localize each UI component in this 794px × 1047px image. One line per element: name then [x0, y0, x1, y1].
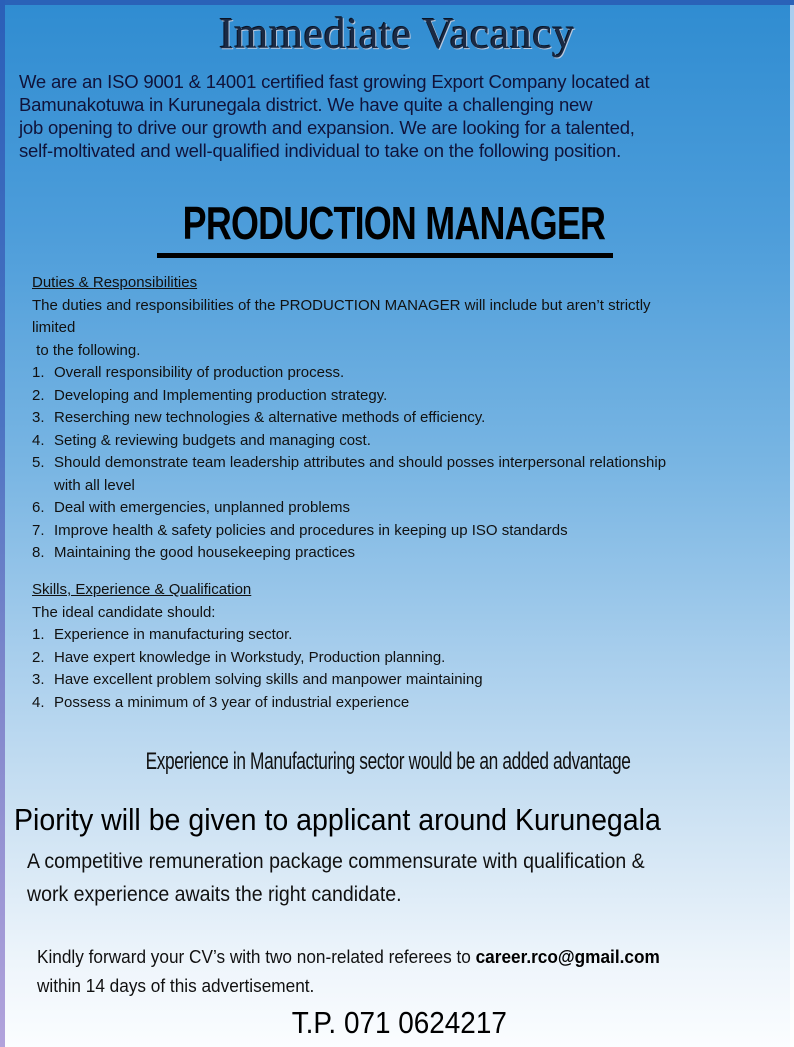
list-number: 8. [32, 544, 45, 561]
priority-note: Piority will be given to applicant around Kurunegala [14, 802, 661, 837]
duties-intro-line: to the following. [32, 341, 141, 359]
list-number: 3. [32, 671, 45, 688]
list-item [32, 385, 772, 408]
apply-line-2: within 14 days of this advertisement. [37, 975, 315, 996]
list-item [32, 520, 772, 543]
list-text: Have excellent problem solving skills and manpower maintaining [54, 671, 483, 688]
apply-line-1 [37, 942, 660, 971]
duties-heading: Duties & Responsibilities [32, 274, 198, 291]
intro-line: job opening to drive our growth and expansion. We are looking for a talented, [19, 117, 635, 138]
list-item [32, 542, 772, 565]
skills-section [32, 579, 772, 714]
list-number: 1. [32, 364, 45, 381]
duties-intro-line: The duties and responsibilities of the PRODUCTION MANAGER will include but aren’t strictly [32, 296, 651, 314]
remuneration-note [27, 845, 645, 911]
phone-number: T.P. 071 0624217 [291, 1005, 507, 1040]
list-number: 7. [32, 521, 45, 539]
list-text: Should demonstrate team leadership attributes and should posses interpersonal relationship [54, 454, 667, 471]
list-text: Possess a minimum of 3 year of industrial experience [54, 693, 410, 711]
list-item [32, 624, 772, 647]
list-item [32, 497, 772, 520]
top-border [0, 0, 794, 5]
intro-line: We are an ISO 9001 & 14001 certified fast growing Export Company located at [19, 71, 650, 92]
skills-intro: The ideal candidate should: [32, 603, 216, 621]
list-number: 2. [32, 648, 45, 666]
list-text: Reserching new technologies & alternative methods of efficiency. [54, 409, 486, 426]
list-text: Maintaining the good housekeeping practices [54, 544, 356, 561]
list-item [32, 407, 772, 430]
list-item [32, 692, 772, 715]
list-text: Seting & reviewing budgets and managing cost. [54, 431, 371, 449]
advantage-note: Experience in Manufacturing sector would be an added advantage [145, 748, 631, 775]
email-link[interactable]: career.rco@gmail.com [475, 946, 660, 967]
list-item [32, 452, 772, 475]
list-text: Have expert knowledge in Workstudy, Production planning. [54, 648, 446, 666]
left-border [0, 0, 5, 1047]
apply-text: Kindly forward your CV’s with two non-related referees to [37, 946, 476, 967]
remuneration-line: work experience awaits the right candidate. [27, 883, 402, 906]
list-continuation: with all level [54, 476, 135, 494]
list-text: Deal with emergencies, unplanned problems [54, 499, 351, 516]
page-title: Immediate Vacancy [219, 9, 575, 58]
list-item [32, 362, 772, 385]
list-number: 6. [32, 499, 45, 516]
list-number: 1. [32, 626, 45, 643]
intro-line: Bamunakotuwa in Kurunegala district. We have quite a challenging new [19, 94, 593, 115]
list-item [32, 669, 772, 692]
list-text: Experience in manufacturing sector. [54, 626, 293, 643]
list-number: 3. [32, 409, 45, 426]
list-item [32, 647, 772, 670]
duties-section [32, 272, 772, 565]
list-number: 5. [32, 454, 45, 471]
list-item [32, 430, 772, 453]
apply-instructions [37, 942, 660, 1000]
intro-line: self-moltivated and well-qualified individual to take on the following position. [19, 140, 622, 161]
list-text: Overall responsibility of production process. [54, 364, 345, 381]
company-intro [19, 70, 779, 162]
list-text: Developing and Implementing production strategy. [54, 386, 388, 404]
list-number: 2. [32, 386, 45, 404]
list-text: Improve health & safety policies and procedures in keeping up ISO standards [54, 521, 568, 539]
list-number: 4. [32, 693, 45, 711]
right-border [790, 5, 794, 1047]
remuneration-line: A competitive remuneration package commensurate with qualification & [27, 850, 645, 873]
duties-intro-line: limited [32, 319, 76, 336]
list-number: 4. [32, 431, 45, 449]
skills-heading: Skills, Experience & Qualification [32, 581, 252, 598]
position-underline [157, 253, 613, 258]
position-title: PRODUCTION MANAGER [182, 197, 606, 249]
